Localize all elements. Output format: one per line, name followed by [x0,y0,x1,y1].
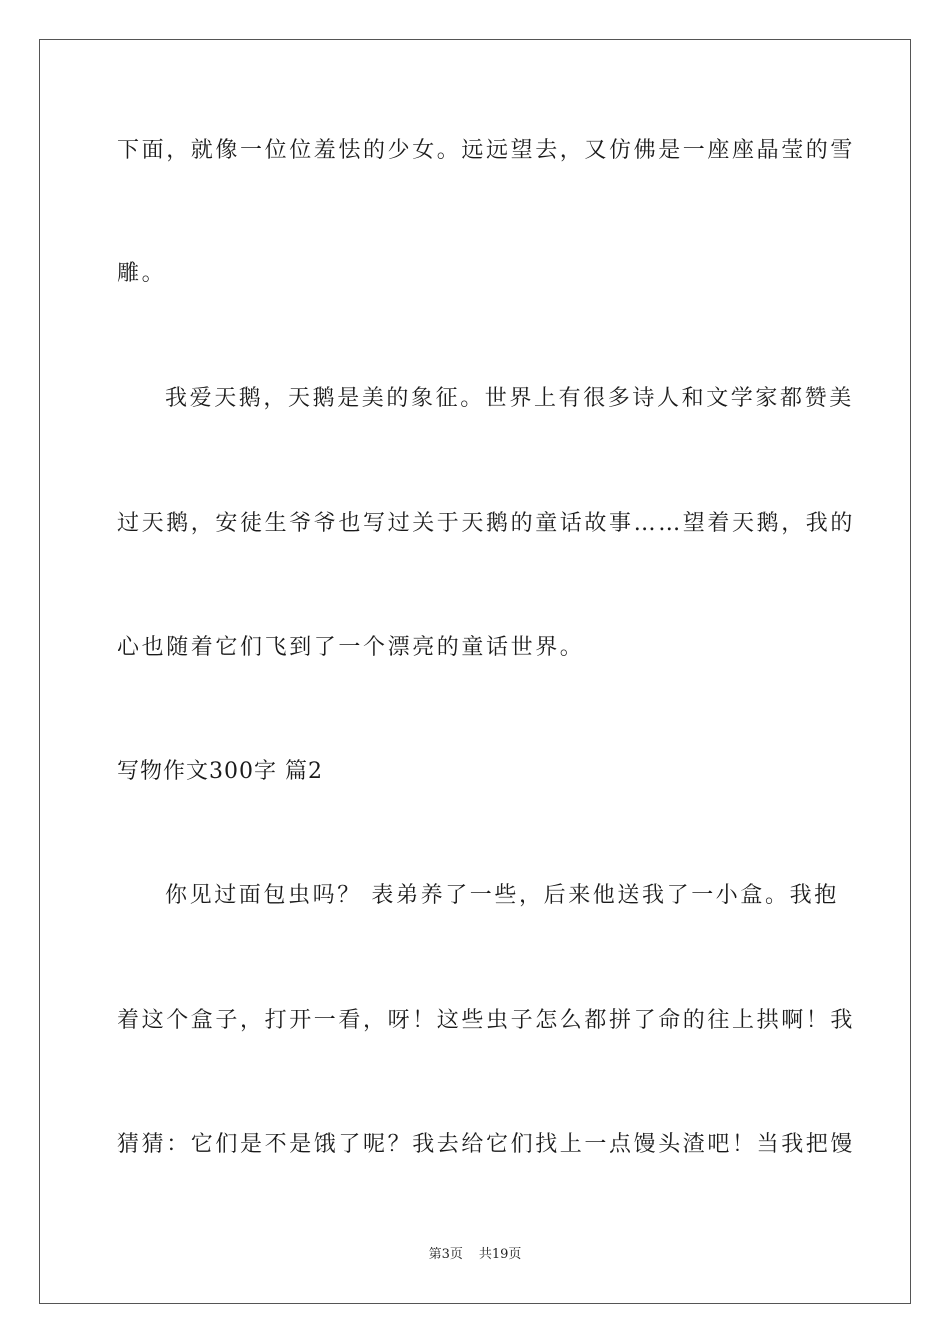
page-footer [0,1246,950,1264]
section-heading: 写物作文300字 篇2 [117,759,323,784]
text-line: 心也随着它们飞到了一个漂亮的童话世界。 [117,635,585,660]
page-number: 第3页 [428,1247,463,1262]
text-line: 过天鹅，安徒生爷爷也写过关于天鹅的童话故事……望着天鹅，我的 [117,511,856,536]
text-line: 猜猜：它们是不是饿了呢？我去给它们找上一点馒头渣吧！当我把馒 [117,1132,856,1157]
page-total: 共19页 [478,1247,522,1262]
text-line: 着这个盒子，打开一看，呀！这些虫子怎么都拼了命的往上拱啊！我 [117,1008,856,1033]
paragraph-start-line: 我爱天鹅，天鹅是美的象征。世界上有很多诗人和文学家都赞美 [165,386,854,411]
page-border [39,39,911,1304]
paragraph-start-line: 你见过面包虫吗？ 表弟养了一些，后来他送我了一小盒。我抱 [165,883,839,908]
text-line: 雕。 [117,261,167,286]
text-line: 下面，就像一位位羞怯的少女。远远望去，又仿佛是一座座晶莹的雪 [117,138,856,163]
